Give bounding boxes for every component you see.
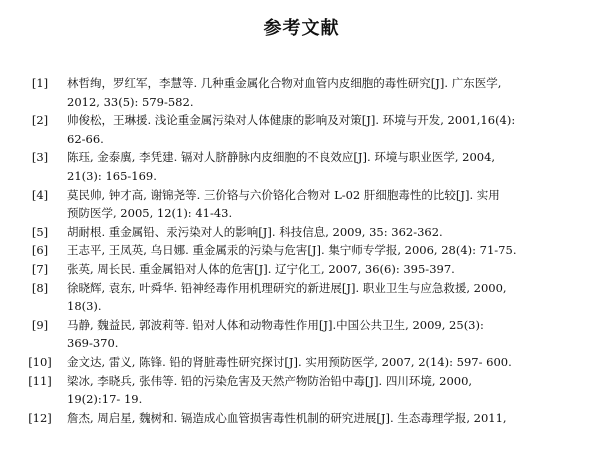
reference-item	[0, 279, 603, 316]
reference-text-line: 金文达, 雷义, 陈锋. 铅的肾脏毒性研究探讨[J]. 实用预防医学, 2007, 2(14): 597- 600.	[67, 354, 512, 369]
reference-number: [12]	[28, 410, 52, 425]
reference-list	[0, 74, 603, 427]
reference-item	[0, 148, 603, 185]
reference-item	[0, 74, 603, 111]
reference-item	[0, 353, 603, 372]
reference-item	[0, 223, 603, 242]
reference-number: [9]	[31, 317, 49, 332]
reference-text-line: 林哲绚，罗红军，李慧等. 几种重金属化合物对血管内皮细胞的毒性研究[J]. 广东医学,	[67, 76, 502, 90]
reference-text-line: 2012, 33(5): 579-582.	[67, 94, 194, 109]
reference-text-line: 21(3): 165-169.	[67, 168, 157, 183]
reference-text-line: 张英, 周长民. 重金属铅对人体的危害[J]. 辽宁化工, 2007, 36(6): 395-397.	[67, 261, 455, 276]
reference-text-line: 梁冰, 李晓兵, 张伟等. 铅的污染危害及天然产物防治铅中毒[J]. 四川环境, 2000,	[67, 373, 473, 388]
reference-text-line: 徐晓辉, 袁东, 叶舜华. 铅神经毒作用机理研究的新进展[J]. 职业卫生与应急救援, 2000,	[67, 280, 507, 295]
reference-text-line: 帅俊松，王琳援. 浅论重金属污染对人体健康的影响及对策[J]. 环境与开发, 2001,16(4):	[67, 113, 516, 128]
reference-text-line: 陈珏, 金泰廙, 李凭建. 镉对人脐静脉内皮细胞的不良效应[J]. 环境与职业医学, 2004,	[67, 150, 496, 165]
reference-text-line: 19(2):17- 19.	[67, 392, 143, 407]
reference-number: [6]	[31, 243, 49, 258]
reference-text-line: 胡耐根. 重金属铅、汞污染对人的影响[J]. 科技信息, 2009, 35: 362-362.	[67, 224, 443, 239]
reference-number: [7]	[31, 261, 49, 276]
reference-text-line: 马静, 魏益民, 郭波莉等. 铅对人体和动物毒性作用[J].中国公共卫生, 2009, 25(3):	[67, 317, 484, 332]
reference-text-line: 369-370.	[67, 336, 119, 351]
reference-text-line: 詹杰, 周启星, 魏树和. 镉造成心血管损害毒性机制的研究进展[J]. 生态毒理学报, 2011,	[67, 410, 507, 425]
reference-number: [11]	[28, 373, 52, 388]
reference-number: [10]	[28, 354, 52, 369]
reference-text-line: 18(3).	[67, 299, 102, 314]
reference-number: [3]	[31, 150, 49, 165]
reference-text-line: 王志平, 王凤英, 乌日娜. 重金属汞的污染与危害[J]. 集宁师专学报, 2006, 28(4): 71-75.	[67, 243, 517, 258]
reference-item	[0, 111, 603, 148]
reference-number: [5]	[31, 224, 49, 239]
reference-item	[0, 241, 603, 260]
reference-number: [8]	[31, 280, 49, 295]
reference-item	[0, 316, 603, 353]
reference-item	[0, 409, 603, 428]
reference-number: [2]	[31, 113, 49, 128]
reference-item	[0, 260, 603, 279]
reference-text-line: 莫民帅, 钟才高, 谢锦尧等. 三价铬与六价铬化合物对 L-02 肝细胞毒性的比较[J]. 实用	[67, 187, 500, 202]
page-title: 参考文献	[263, 18, 340, 39]
reference-item	[0, 372, 603, 409]
reference-item	[0, 186, 603, 223]
reference-text-line: 62-66.	[67, 131, 104, 146]
reference-number: [1]	[31, 76, 49, 90]
reference-number: [4]	[31, 187, 49, 202]
reference-text-line: 预防医学, 2005, 12(1): 41-43.	[67, 206, 233, 221]
